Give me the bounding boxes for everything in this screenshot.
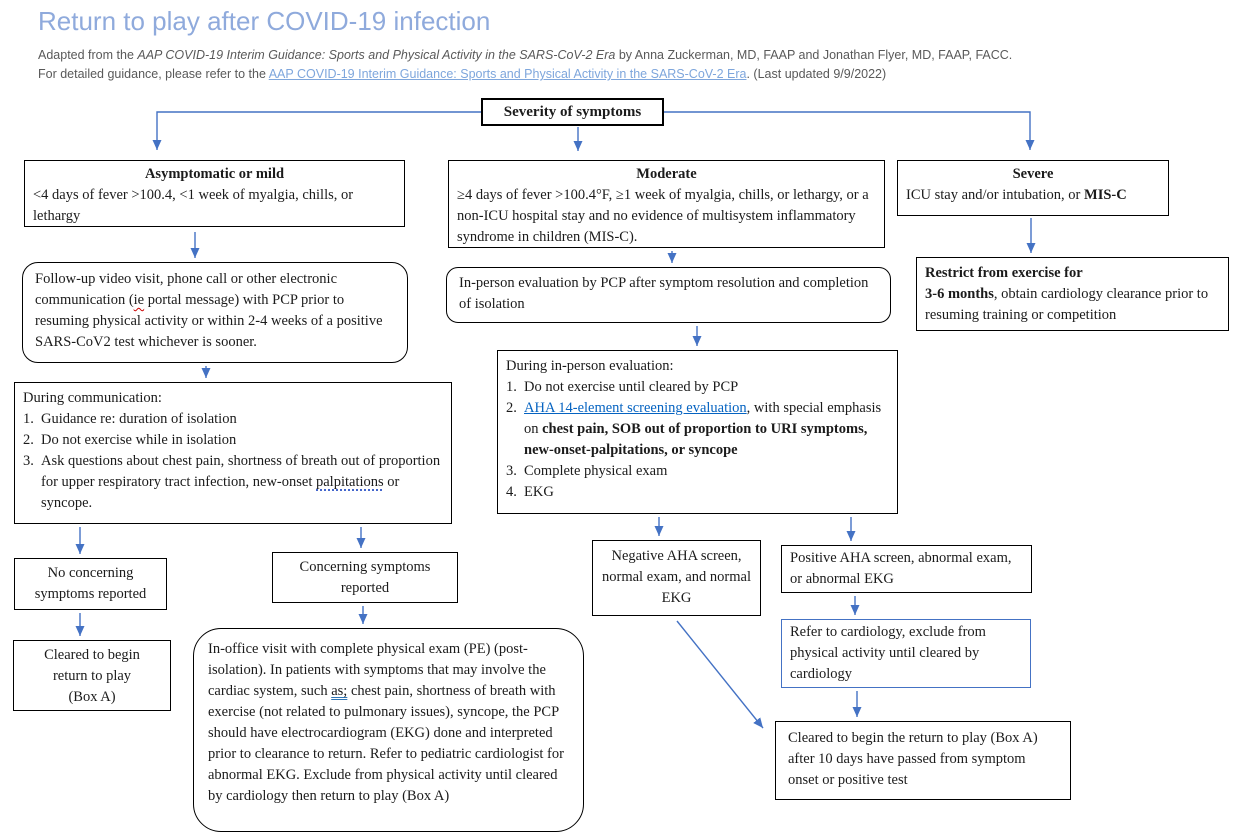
asymptomatic-title: Asymptomatic or mild xyxy=(144,166,285,182)
during-communication-item-3 xyxy=(23,451,443,514)
subtitle1-guidance-title: AAP COVID-19 Interim Guidance: Sports and Physical Activity in the SARS-CoV-2 Era xyxy=(137,48,616,62)
item-text: Guidance re: duration of isolation xyxy=(41,411,237,428)
subtitle-line1 xyxy=(38,46,1012,64)
item-text xyxy=(524,398,889,461)
item2-bold-symptoms: chest pain, SOB out of proportion to URI symptoms, new-onset-palpitations, or syncope xyxy=(524,421,868,459)
item-number: 3. xyxy=(506,463,517,480)
page-title: Return to play after COVID-19 infection xyxy=(38,6,491,36)
aha-screening-link[interactable]: AHA 14-element screening evaluation xyxy=(524,400,747,417)
item-number: 2. xyxy=(506,400,517,417)
severe-body xyxy=(906,185,1160,206)
aap-guidance-link[interactable]: AAP COVID-19 Interim Guidance: Sports and Physical Activity in the SARS-CoV-2 Era xyxy=(268,67,747,82)
during-eval-item-2 xyxy=(506,398,889,461)
moderate-body: ≥4 days of fever >100.4°F, ≥1 week of myalgia, chills, or lethargy, or a non-ICU hospital stay and no evidence of multisystem inflammatory syndrome in children (MIS-C). xyxy=(457,187,869,246)
severe-misc-bold: MIS-C xyxy=(1084,187,1127,204)
in-person-evaluation-box: In-person evaluation by PCP after symptom resolution and completion of isolation xyxy=(446,267,891,323)
asymptomatic-or-mild-box xyxy=(24,160,405,227)
arrow-negative-to-cleared-final xyxy=(677,621,763,728)
during-eval-item-4 xyxy=(506,482,889,503)
no-concerning-symptoms-box: No concerning symptoms reported xyxy=(14,558,167,610)
positive-aha-screen-box: Positive AHA screen, abnormal exam, or abnormal EKG xyxy=(781,545,1032,593)
item-number: 1. xyxy=(23,411,34,428)
palpitations-grammar-underline: palpitations xyxy=(316,474,384,491)
item2-mid: , with special emphasis on xyxy=(524,400,882,438)
severity-of-symptoms-box: Severity of symptoms xyxy=(481,98,664,126)
cleared-a-line1: Cleared to begin xyxy=(44,647,140,663)
subtitle1-pre: Adapted from the xyxy=(38,48,138,62)
during-in-person-evaluation-box xyxy=(497,350,898,514)
during-eval-heading: During in-person evaluation: xyxy=(506,358,674,374)
item-number: 1. xyxy=(506,379,517,396)
followup-communication-box xyxy=(22,262,408,363)
item3-pre: Ask questions about chest pain, shortness of breath out of proportion for upper respiratory tract infection, new-onset xyxy=(41,453,441,491)
severe-body-text: ICU stay and/or intubation, or xyxy=(906,187,1085,204)
restrict-bold-line1: Restrict from exercise for xyxy=(925,265,1083,281)
header xyxy=(38,6,1012,84)
restrict-rest: , obtain cardiology clearance prior to resuming training or competition xyxy=(925,286,1209,324)
during-communication-item-2 xyxy=(23,430,443,451)
restrict-bold-months: 3-6 months xyxy=(925,286,994,303)
cleared-a-line2: return to play xyxy=(52,668,132,685)
item-text: Complete physical exam xyxy=(524,463,668,480)
severe-box xyxy=(897,160,1169,216)
during-communication-item-1 xyxy=(23,409,443,430)
arrow-severity-to-asymptomatic xyxy=(157,112,481,150)
subtitle-line2 xyxy=(38,65,1012,83)
item-text: EKG xyxy=(524,484,554,501)
during-communication-box xyxy=(14,382,452,524)
restrict-exercise-box xyxy=(916,257,1229,331)
item-number: 4. xyxy=(506,484,517,501)
concerning-symptoms-box: Concerning symptoms reported xyxy=(272,552,458,603)
during-eval-item-1 xyxy=(506,377,889,398)
moderate-title: Moderate xyxy=(636,166,697,182)
negative-aha-screen-box: Negative AHA screen, normal exam, and normal EKG xyxy=(592,540,761,616)
severe-title: Severe xyxy=(1012,166,1054,182)
followup-ie-misspell: ie xyxy=(133,292,145,309)
item-text: Do not exercise while in isolation xyxy=(41,432,237,449)
refer-to-cardiology-box: Refer to cardiology, exclude from physical activity until cleared by cardiology xyxy=(781,619,1031,688)
item3-post: or syncope. xyxy=(41,474,400,512)
moderate-box xyxy=(448,160,885,248)
subtitle2-pre: For detailed guidance, please refer to the xyxy=(38,67,269,82)
during-communication-heading: During communication: xyxy=(23,390,162,406)
cleared-box-a xyxy=(13,640,171,711)
subtitle2-post: . (Last updated 9/9/2022) xyxy=(746,67,887,82)
item-text xyxy=(41,451,443,514)
arrow-severity-to-severe xyxy=(664,112,1030,150)
as-grammar-underline: as; xyxy=(331,683,348,700)
in-office-pre: In-office visit with complete physical exam (PE) (post-isolation). In patients with symptoms that may involve the cardiac system, such xyxy=(208,641,546,700)
followup-post: portal message) with PCP prior to resuming physical activity or within 2-4 weeks of a positive SARS-CoV2 test whichever is sooner. xyxy=(35,292,383,351)
during-eval-item-3 xyxy=(506,461,889,482)
item-number: 2. xyxy=(23,432,34,449)
in-office-visit-box xyxy=(193,628,584,832)
cleared-a-line3: (Box A) xyxy=(68,689,116,706)
subtitle1-post: by Anna Zuckerman, MD, FAAP and Jonathan Flyer, MD, FAAP, FACC. xyxy=(615,48,1013,62)
asymptomatic-body: <4 days of fever >100.4, <1 week of myalgia, chills, or lethargy xyxy=(33,187,354,225)
cleared-after-10-days-box: Cleared to begin the return to play (Box A) after 10 days have passed from symptom onset or positive test xyxy=(775,721,1071,800)
item-number: 3. xyxy=(23,453,34,470)
item-text: Do not exercise until cleared by PCP xyxy=(524,379,739,396)
in-office-post: chest pain, shortness of breath with exercise (not related to pulmonary issues), syncope, the PCP should have electrocardiogram (EKG) done and interpreted prior to clearance to return. Refer to pediatric cardiologist for abnormal EKG. Exclude from physical activity until cleared by cardiology then return to play (Box A) xyxy=(208,683,564,805)
followup-pre: Follow-up video visit, phone call or other electronic communication ( xyxy=(35,271,338,309)
